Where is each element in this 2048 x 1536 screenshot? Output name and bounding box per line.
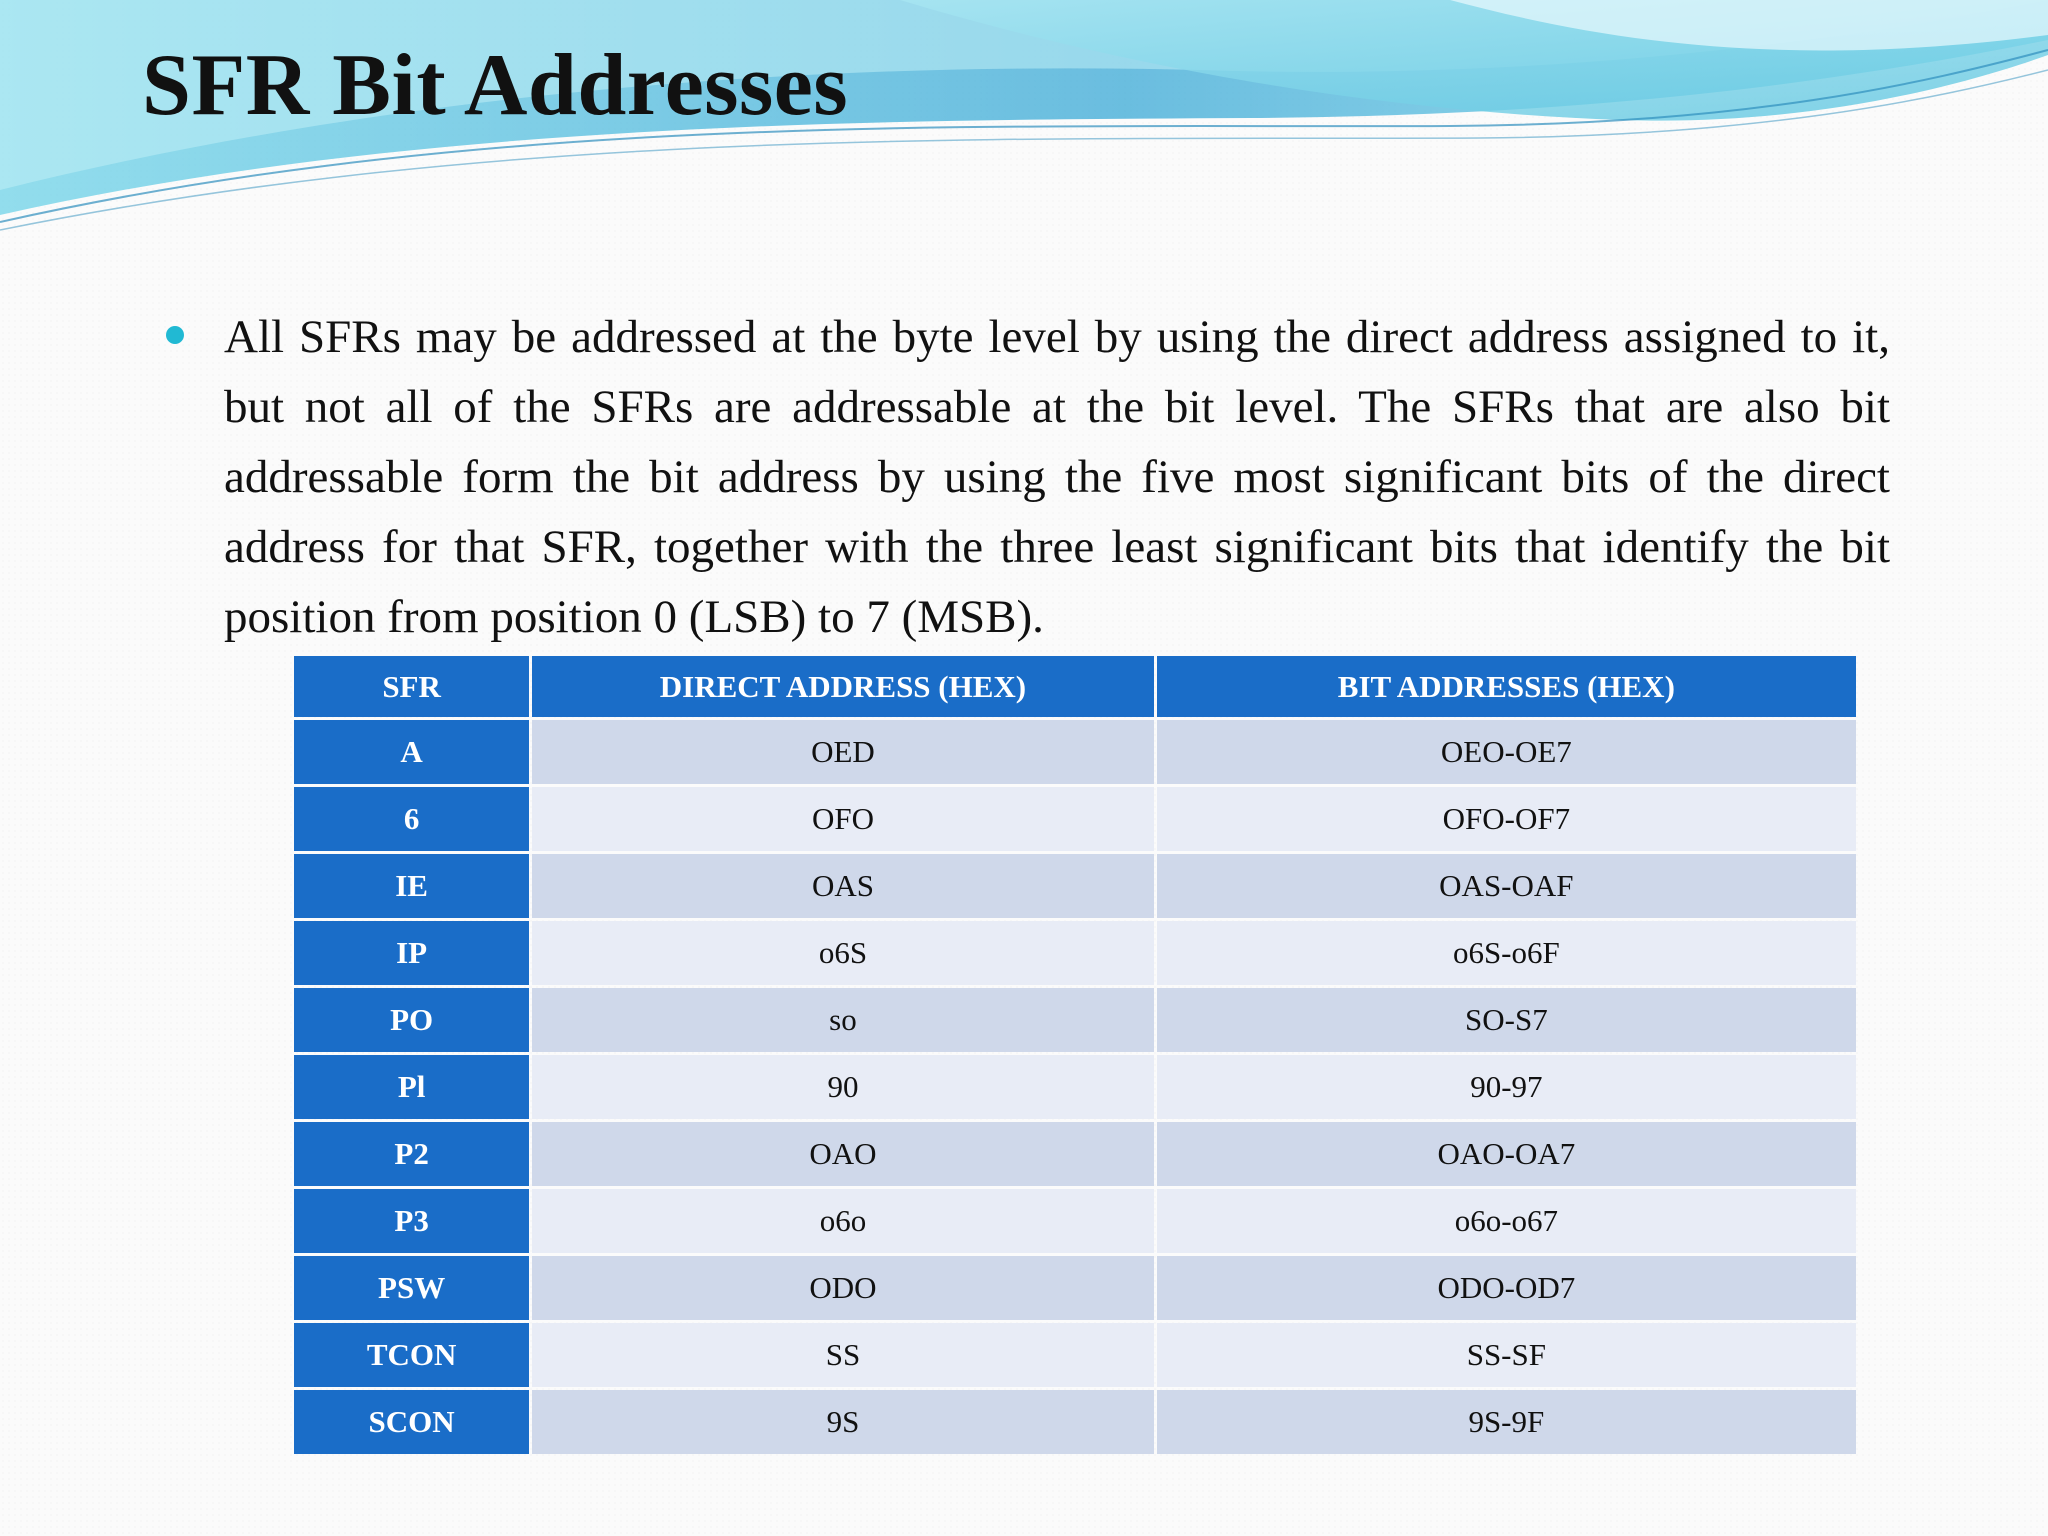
sfr-name: Pl bbox=[294, 1055, 529, 1119]
direct-address: OAS bbox=[532, 854, 1153, 918]
bit-addresses: OFO-OF7 bbox=[1157, 787, 1856, 851]
direct-address: OED bbox=[532, 720, 1153, 784]
bullet-item bbox=[160, 302, 1890, 652]
bit-addresses: ODO-OD7 bbox=[1157, 1256, 1856, 1320]
sfr-name: PSW bbox=[294, 1256, 529, 1320]
sfr-table bbox=[291, 653, 1859, 1457]
direct-address: 90 bbox=[532, 1055, 1153, 1119]
table-row bbox=[294, 1323, 1856, 1387]
bit-addresses: OAO-OA7 bbox=[1157, 1122, 1856, 1186]
table-row bbox=[294, 720, 1856, 784]
header-sfr: SFR bbox=[294, 656, 529, 717]
bullet-text: All SFRs may be addressed at the byte level by using the direct address assigned to it, but not all of the SFRs are addressable at the bit level. The SFRs that are also bit addressable form the bit address by using the five most significant bits of the direct address for that SFR, together with the three least significant bits that identify the bit position from position 0 (LSB) to 7 (MSB). bbox=[224, 311, 1890, 643]
sfr-name: P3 bbox=[294, 1189, 529, 1253]
table-row bbox=[294, 1256, 1856, 1320]
table-row bbox=[294, 921, 1856, 985]
table-header-row bbox=[294, 656, 1856, 717]
bit-addresses: OAS-OAF bbox=[1157, 854, 1856, 918]
bit-addresses: 9S-9F bbox=[1157, 1390, 1856, 1454]
table-row bbox=[294, 787, 1856, 851]
bit-addresses: SO-S7 bbox=[1157, 988, 1856, 1052]
direct-address: 9S bbox=[532, 1390, 1153, 1454]
table-row bbox=[294, 1189, 1856, 1253]
direct-address: o6o bbox=[532, 1189, 1153, 1253]
direct-address: o6S bbox=[532, 921, 1153, 985]
slide-title: SFR Bit Addresses bbox=[142, 37, 849, 134]
sfr-name: A bbox=[294, 720, 529, 784]
header-direct-address: DIRECT ADDRESS (HEX) bbox=[532, 656, 1153, 717]
header-bit-addresses: BIT ADDRESSES (HEX) bbox=[1157, 656, 1856, 717]
sfr-name: IE bbox=[294, 854, 529, 918]
bit-addresses: SS-SF bbox=[1157, 1323, 1856, 1387]
bit-addresses: 90-97 bbox=[1157, 1055, 1856, 1119]
table-row bbox=[294, 854, 1856, 918]
bit-addresses: o6S-o6F bbox=[1157, 921, 1856, 985]
bit-addresses: OEO-OE7 bbox=[1157, 720, 1856, 784]
table-row bbox=[294, 988, 1856, 1052]
sfr-name: PO bbox=[294, 988, 529, 1052]
sfr-name: SCON bbox=[294, 1390, 529, 1454]
sfr-name: 6 bbox=[294, 787, 529, 851]
bullet-dot-icon bbox=[166, 326, 184, 344]
direct-address: OAO bbox=[532, 1122, 1153, 1186]
table-row bbox=[294, 1055, 1856, 1119]
sfr-name: P2 bbox=[294, 1122, 529, 1186]
table-row bbox=[294, 1122, 1856, 1186]
sfr-name: IP bbox=[294, 921, 529, 985]
direct-address: so bbox=[532, 988, 1153, 1052]
sfr-name: TCON bbox=[294, 1323, 529, 1387]
direct-address: ODO bbox=[532, 1256, 1153, 1320]
direct-address: SS bbox=[532, 1323, 1153, 1387]
bit-addresses: o6o-o67 bbox=[1157, 1189, 1856, 1253]
table-row bbox=[294, 1390, 1856, 1454]
direct-address: OFO bbox=[532, 787, 1153, 851]
